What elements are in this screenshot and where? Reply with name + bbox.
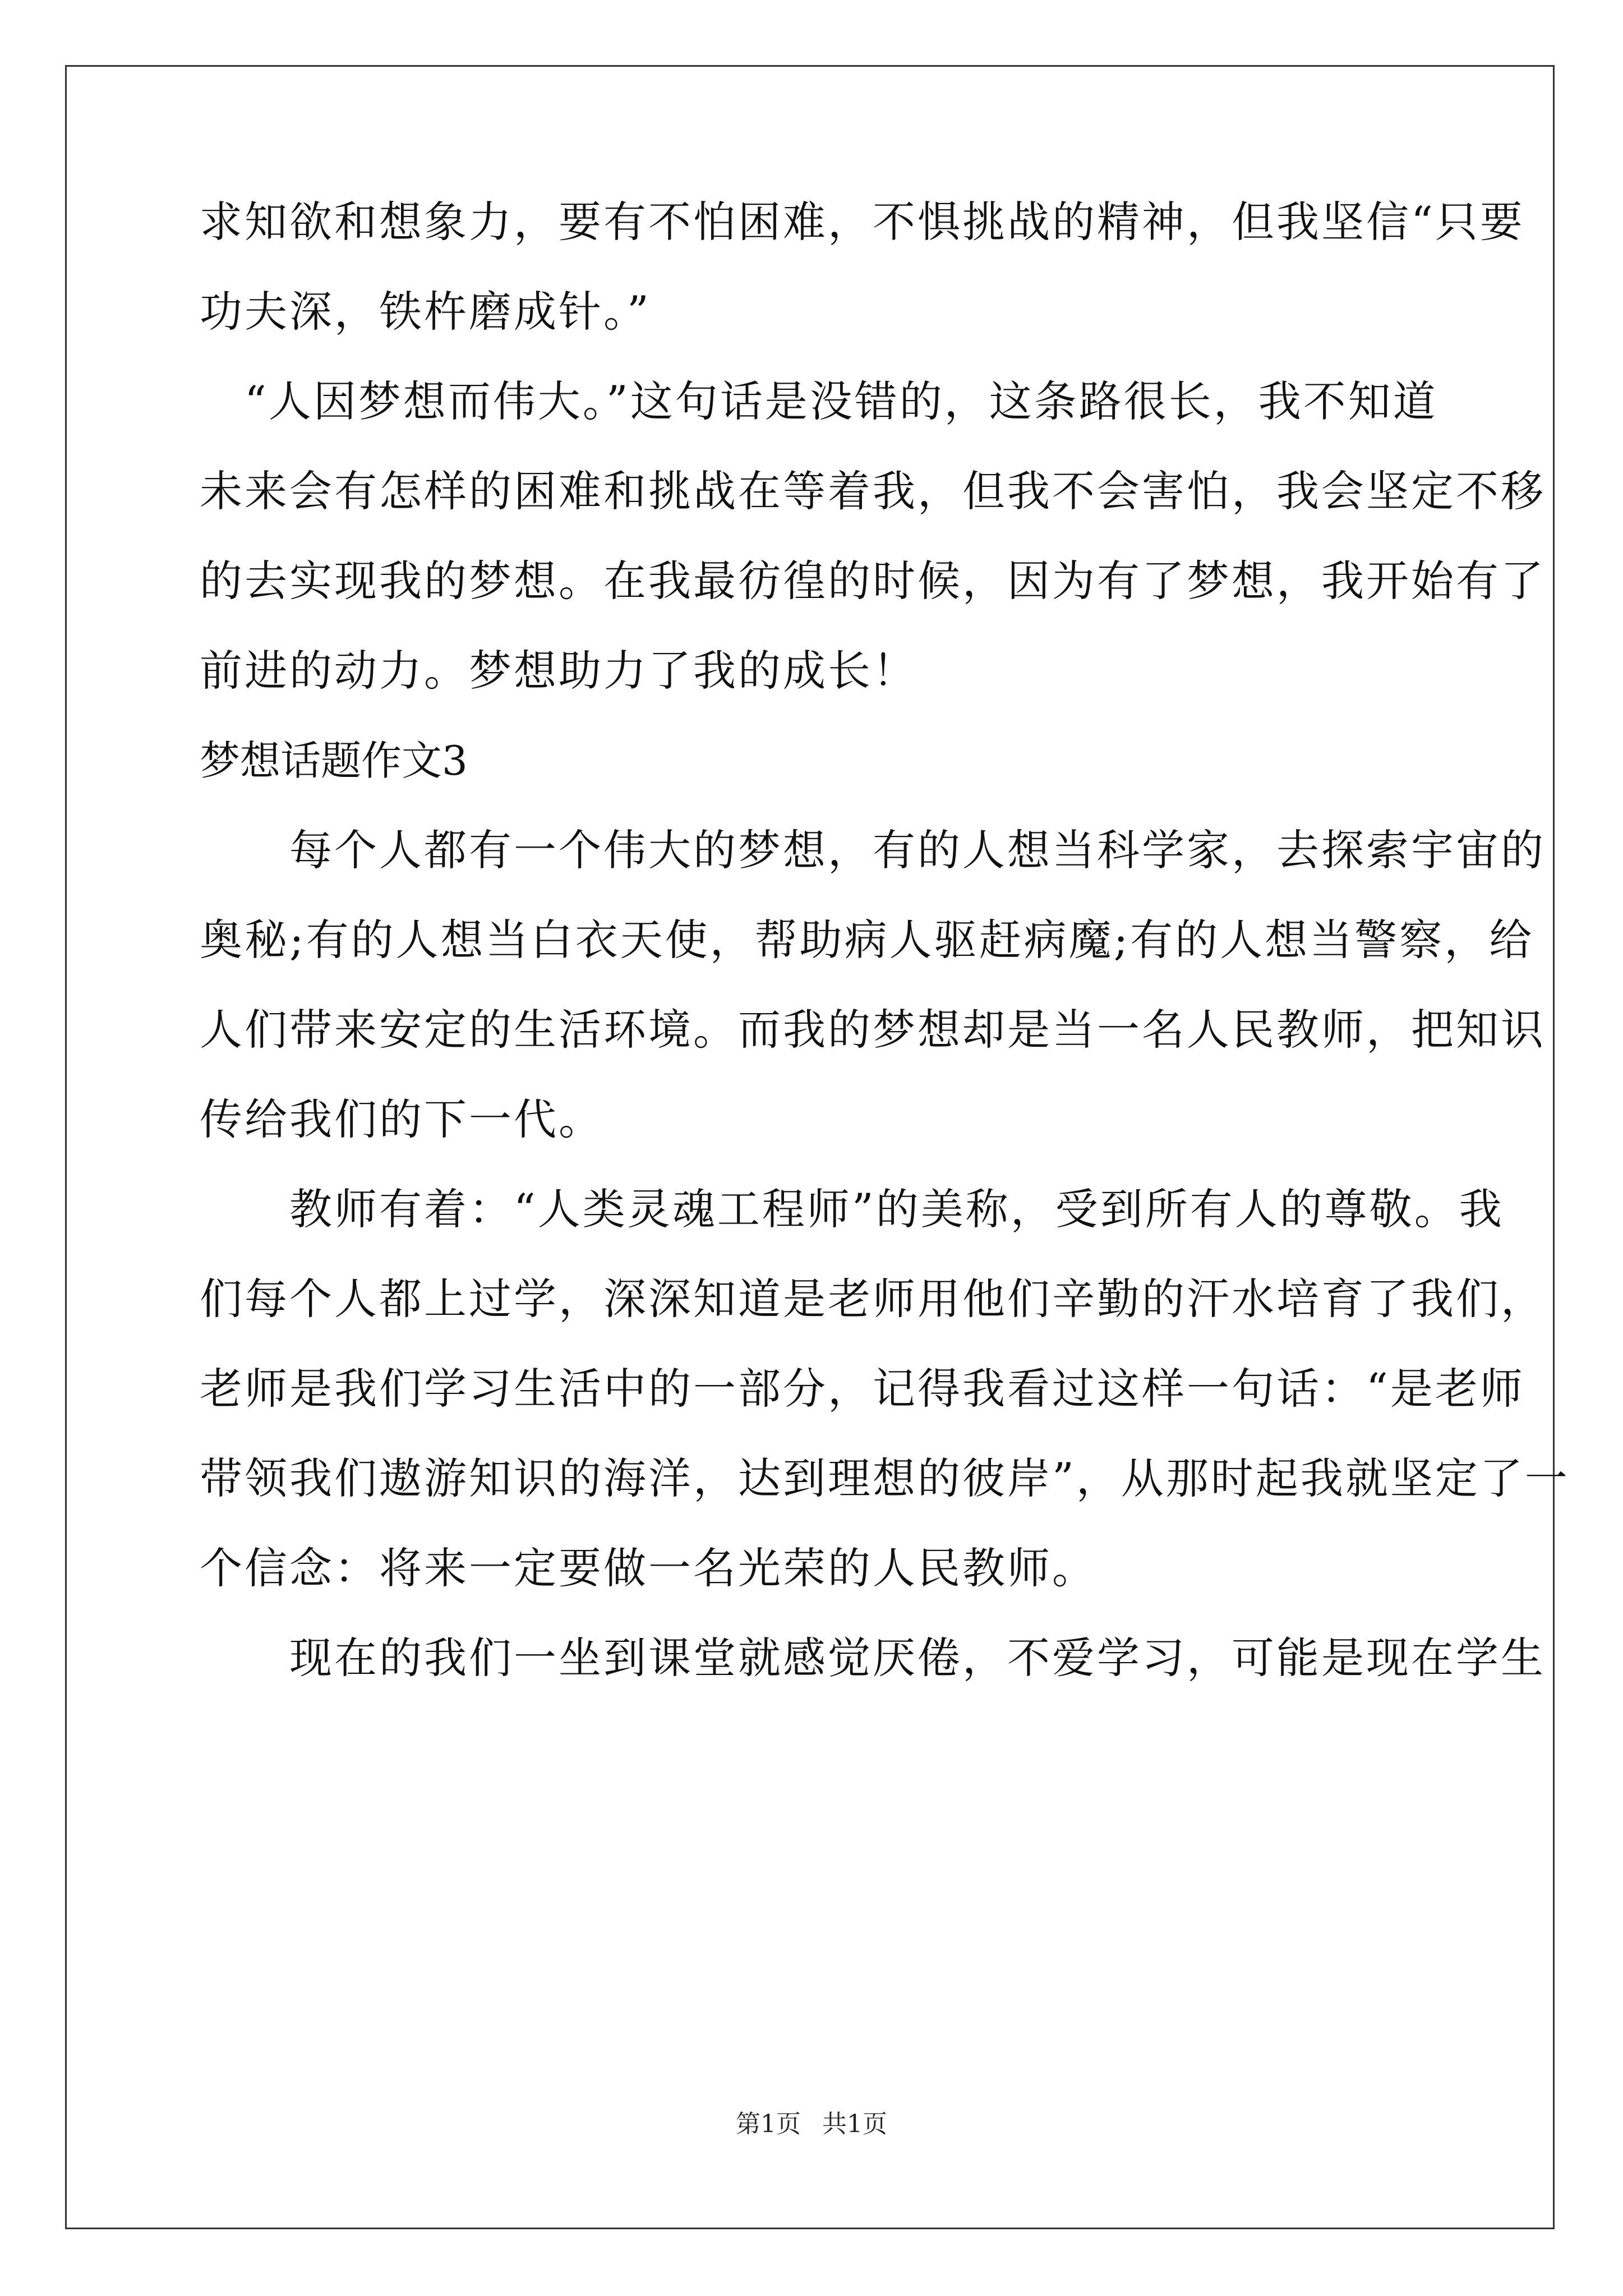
document-body: [200, 177, 1570, 1703]
text-line: 传给我们的下一代。: [200, 1094, 603, 1144]
text-line: 前进的动力。梦想助力了我的成长！: [200, 646, 917, 696]
page-footer: [0, 2108, 1623, 2141]
text-line: 求知欲和想象力，要有不怕困难，不惧挑战的精神，但我坚信“只要: [200, 197, 1525, 247]
text-line: 的去实现我的梦想。在我最彷徨的时候，因为有了梦想，我开始有了: [200, 556, 1546, 606]
page-number: 第1页: [736, 2110, 801, 2138]
text-line: 奥秘;有的人想当白衣天使，帮助病人驱赶病魔;有的人想当警察，给: [200, 915, 1534, 965]
text-line: 功夫深，铁杵磨成针。”: [200, 287, 651, 337]
text-line: 未来会有怎样的困难和挑战在等着我，但我不会害怕，我会坚定不移: [200, 466, 1546, 516]
text-line: 们每个人都上过学，深深知道是老师用他们辛勤的汗水培育了我们，: [200, 1274, 1546, 1324]
text-line: 个信念：将来一定要做一名光荣的人民教师。: [200, 1543, 1097, 1593]
text-line: 每个人都有一个伟大的梦想，有的人想当科学家，去探索宇宙的: [200, 825, 1546, 875]
text-line: 现在的我们一坐到课堂就感觉厌倦，不爱学习，可能是现在学生: [200, 1633, 1546, 1683]
text-line: 老师是我们学习生活中的一部分，记得我看过这样一句话：“是老师: [200, 1364, 1525, 1414]
text-line: “人因梦想而伟大。”这句话是没错的，这条路很长，我不知道: [200, 376, 1438, 426]
text-line: 教师有着：“人类灵魂工程师”的美称，受到所有人的尊敬。我: [200, 1184, 1504, 1234]
section-heading: 梦想话题作文3: [200, 737, 468, 784]
text-line: 人们带来安定的生活环境。而我的梦想却是当一名人民教师，把知识: [200, 1005, 1546, 1055]
text-line: 带领我们遨游知识的海洋，达到理想的彼岸”，从那时起我就坚定了一: [200, 1453, 1570, 1503]
page-total: 共1页: [822, 2110, 887, 2138]
